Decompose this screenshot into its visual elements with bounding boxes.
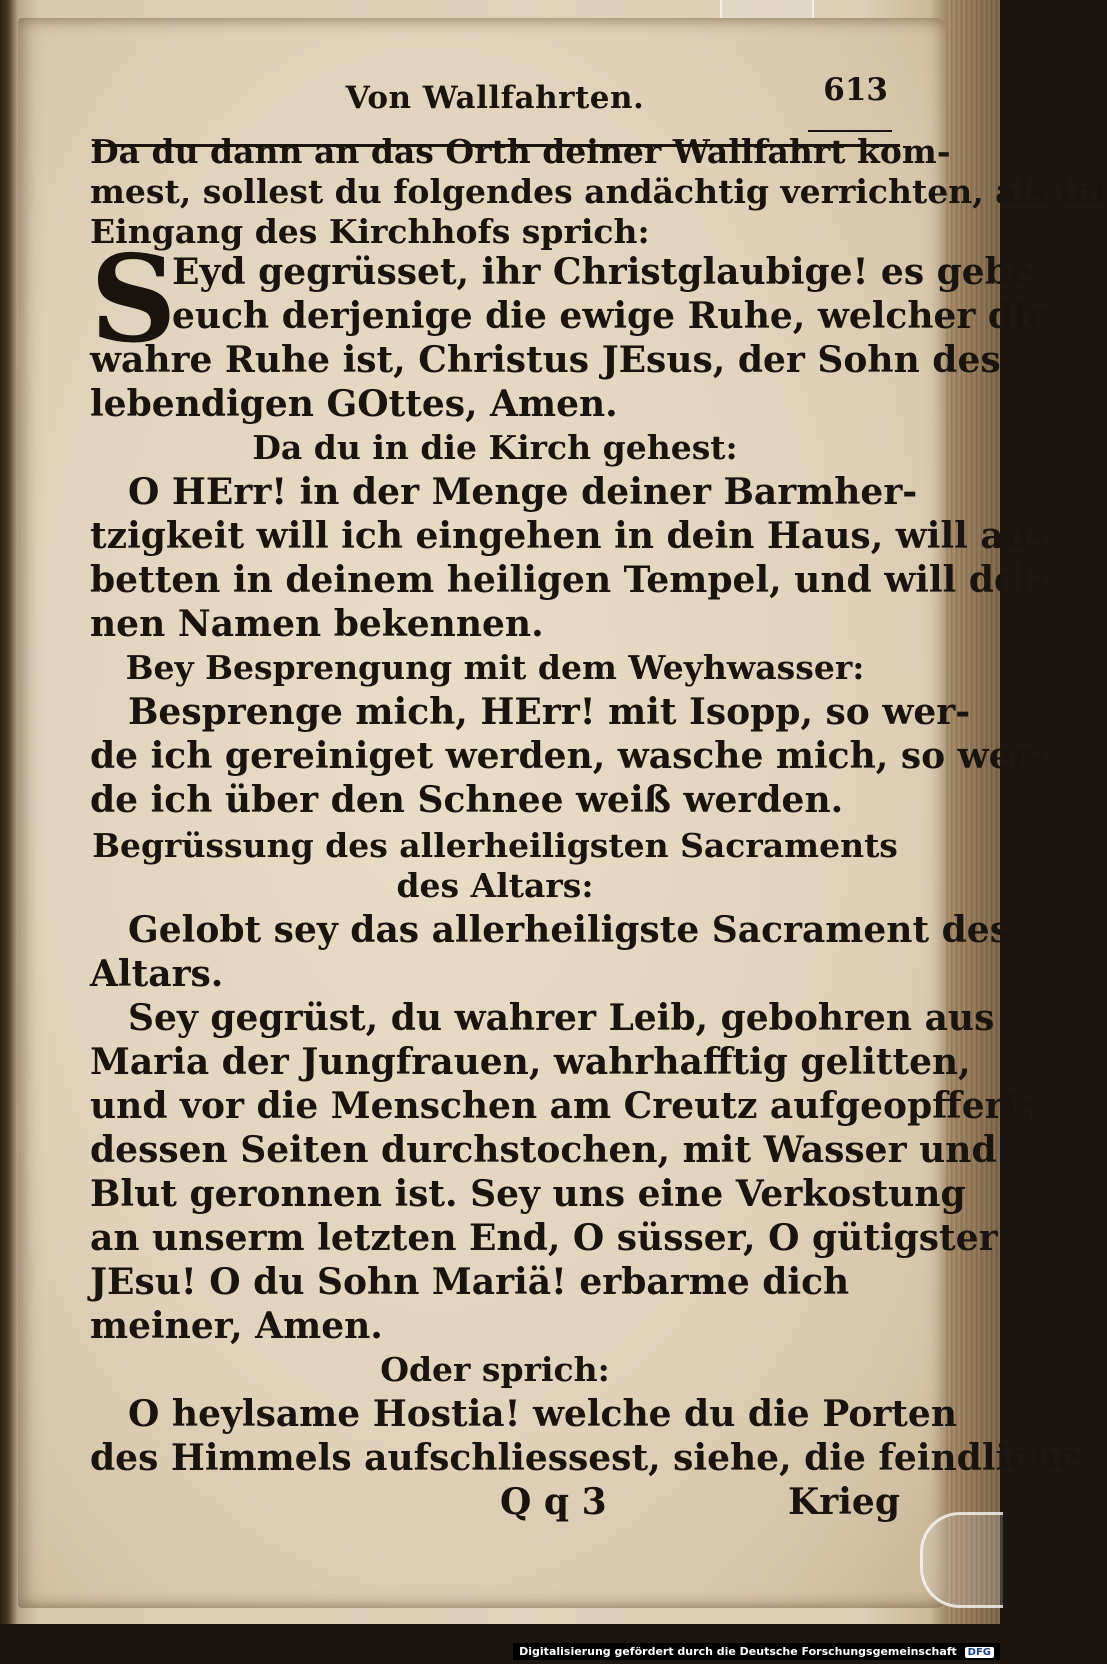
text-line: Gelobt sey das allerheiligste Sacrament des	[128, 909, 1010, 951]
text-line: mest, sollest du folgendes andächtig verrichten, als im	[90, 172, 1107, 211]
dfg-logo: DFG	[965, 1647, 994, 1658]
text-line: O heylsame Hostia! welche du die Porten	[128, 1393, 958, 1435]
running-header	[90, 72, 900, 128]
credit-text: Digitalisierung gefördert durch die Deutsche Forschungsgemeinschaft	[519, 1645, 957, 1658]
signature-mark: Q q 3	[500, 1481, 607, 1523]
text-line: Altars.	[90, 953, 224, 995]
text-line: JEsu! O du Sohn Mariä! erbarme dich	[90, 1261, 850, 1303]
book-page-edges	[948, 0, 1000, 1624]
text-line: des Himmels aufschliessest, siehe, die feindliche	[90, 1437, 1081, 1479]
text-line: dessen Seiten durchstochen, mit Wasser und	[90, 1129, 997, 1171]
text-line: Eingang des Kirchhofs sprich:	[90, 212, 650, 251]
text-line: wahre Ruhe ist, Christus JEsus, der Sohn des	[90, 339, 1001, 381]
section-heading: Oder sprich:	[380, 1350, 610, 1389]
text-line: nen Namen bekennen.	[90, 603, 544, 645]
text-line: Maria der Jungfrauen, wahrhafftig gelitten,	[90, 1041, 971, 1083]
text-line: Besprenge mich, HErr! mit Isopp, so wer-	[128, 691, 971, 733]
text-line: und vor die Menschen am Creutz aufgeopffert:	[90, 1085, 1034, 1127]
drop-initial: S	[90, 229, 177, 370]
book-page	[18, 18, 1107, 1608]
section-heading: Begrüssung des allerheiligsten Sacraments	[92, 826, 898, 865]
running-title: Von Wallfahrten.	[345, 80, 645, 116]
text-line: lebendigen GOttes, Amen.	[90, 383, 618, 425]
text-line: Blut geronnen ist. Sey uns eine Verkostung	[90, 1173, 966, 1215]
text-line: euch derjenige die ewige Ruhe, welcher die	[172, 295, 1050, 337]
text-line: O HErr! in der Menge deiner Barmher-	[128, 471, 918, 513]
text-line: Eyd gegrüsset, ihr Christglaubige! es gebe	[172, 251, 1033, 293]
page-clip-bottom	[920, 1512, 1003, 1608]
text-line: meiner, Amen.	[90, 1305, 383, 1347]
text-line: Da du dann an das Orth deiner Wallfahrt kom-	[90, 132, 951, 171]
text-line: tzigkeit will ich eingehen in dein Haus, will an-	[90, 515, 1045, 557]
section-heading: Da du in die Kirch gehest:	[252, 428, 738, 467]
digitization-credit	[513, 1643, 1000, 1660]
text-line: Sey gegrüst, du wahrer Leib, gebohren aus	[128, 997, 995, 1039]
text-line: de ich über den Schnee weiß werden.	[90, 779, 844, 821]
page-number: 613	[823, 72, 888, 108]
section-heading: des Altars:	[396, 866, 594, 905]
section-heading: Bey Besprengung mit dem Weyhwasser:	[125, 648, 865, 687]
text-line: de ich gereiniget werden, wasche mich, so wer-	[90, 735, 1046, 777]
text-line: an unserm letzten End, O süsser, O gütigster	[90, 1217, 998, 1259]
text-line: betten in deinem heiligen Tempel, und will dei-	[90, 559, 1046, 601]
catchword: Krieg	[787, 1481, 900, 1523]
